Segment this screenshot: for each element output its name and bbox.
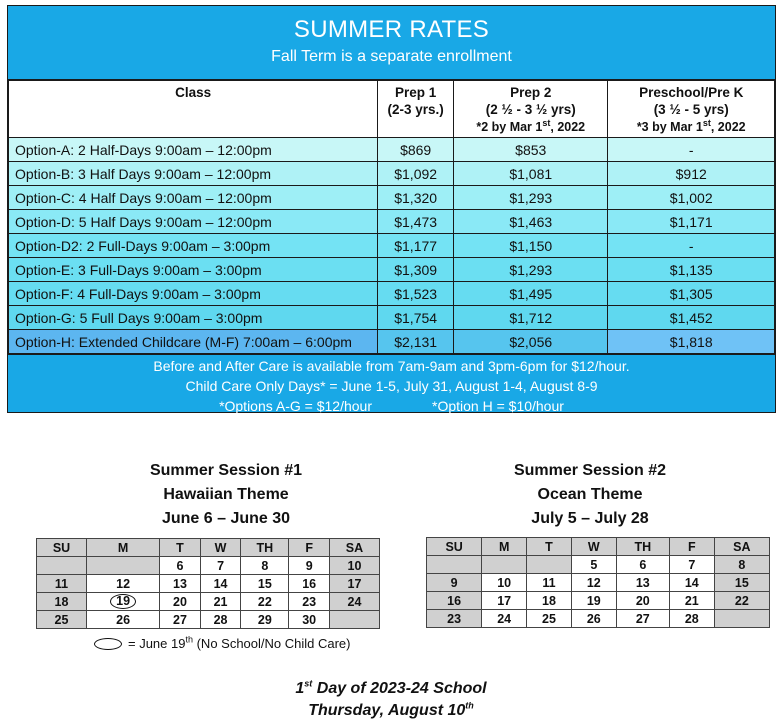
rate-prep1-cell: $1,523 bbox=[378, 282, 454, 306]
calendar-day: 26 bbox=[87, 611, 160, 629]
footer-line-3 bbox=[8, 396, 775, 416]
options-ag-rate: *Options A-G = $12/hour bbox=[219, 398, 372, 414]
calendar-day: 27 bbox=[160, 611, 201, 629]
rates-grid bbox=[8, 80, 775, 354]
rate-prek-cell: $1,135 bbox=[608, 258, 775, 282]
first-day-line-2: Thursday, August 10th bbox=[308, 700, 474, 719]
calendar-day bbox=[714, 610, 769, 628]
session-1-calendar bbox=[36, 538, 380, 629]
rate-prek-cell: $1,002 bbox=[608, 186, 775, 210]
calendar-day: 21 bbox=[200, 593, 241, 611]
calendar-day bbox=[37, 557, 87, 575]
calendar-day: 16 bbox=[427, 592, 482, 610]
rate-prep1-cell: $869 bbox=[378, 138, 454, 162]
footer-line-2: Child Care Only Days* = June 1-5, July 31, August 1-4, August 8-9 bbox=[185, 378, 598, 394]
rate-prep2-cell: $1,293 bbox=[454, 258, 608, 282]
rate-prep2-cell: $1,150 bbox=[454, 234, 608, 258]
calendar-day: 15 bbox=[714, 574, 769, 592]
calendar-day: 17 bbox=[329, 575, 379, 593]
rate-prep1-cell: $1,309 bbox=[378, 258, 454, 282]
weekday-label: T bbox=[160, 539, 201, 557]
calendar-day: 9 bbox=[289, 557, 330, 575]
session-2-calendar bbox=[426, 537, 770, 628]
weekday-label: F bbox=[289, 539, 330, 557]
circle-marker-icon bbox=[94, 638, 122, 650]
rate-prek-cell: - bbox=[608, 234, 775, 258]
rate-class-cell: Option-D2: 2 Full-Days 9:00am – 3:00pm bbox=[9, 234, 378, 258]
calendar-legend bbox=[94, 636, 351, 651]
rate-row bbox=[9, 306, 775, 330]
session-1-dates: June 6 – June 30 bbox=[161, 510, 291, 527]
calendar-day: 22 bbox=[241, 593, 289, 611]
rate-prek-cell: $912 bbox=[608, 162, 775, 186]
calendar-day: 21 bbox=[669, 592, 714, 610]
rate-class-cell: Option-A: 2 Half-Days 9:00am – 12:00pm bbox=[9, 138, 378, 162]
calendar-day: 13 bbox=[616, 574, 669, 592]
session-1-theme: Hawaiian Theme bbox=[163, 486, 289, 503]
calendar-week bbox=[37, 557, 380, 575]
calendar-day bbox=[87, 593, 160, 611]
calendar-day: 17 bbox=[482, 592, 527, 610]
calendar-day: 6 bbox=[616, 556, 669, 574]
first-day-notice bbox=[0, 678, 782, 722]
calendar-week bbox=[37, 611, 380, 629]
rate-class-cell: Option-B: 3 Half Days 9:00am – 12:00pm bbox=[9, 162, 378, 186]
header-class: Class bbox=[9, 81, 378, 138]
calendar-day: 12 bbox=[571, 574, 616, 592]
rate-prep1-cell: $1,092 bbox=[378, 162, 454, 186]
calendar-day: 11 bbox=[527, 574, 572, 592]
calendar-day: 23 bbox=[427, 610, 482, 628]
rates-header-row bbox=[9, 81, 775, 138]
rates-subtitle: Fall Term is a separate enrollment bbox=[271, 48, 512, 65]
header-prep1: Prep 1 (2-3 yrs.) bbox=[378, 81, 454, 138]
calendar-day: 20 bbox=[616, 592, 669, 610]
rate-prep2-cell: $1,293 bbox=[454, 186, 608, 210]
rates-body bbox=[9, 138, 775, 354]
weekday-label: M bbox=[482, 538, 527, 556]
rate-row bbox=[9, 258, 775, 282]
rate-prep1-cell: $2,131 bbox=[378, 330, 454, 354]
calendar-week bbox=[427, 574, 770, 592]
weekday-label: TH bbox=[241, 539, 289, 557]
weekday-label: W bbox=[200, 539, 241, 557]
calendar-day: 28 bbox=[669, 610, 714, 628]
calendar-week bbox=[427, 556, 770, 574]
session-2-heading bbox=[460, 459, 720, 531]
calendar-day: 16 bbox=[289, 575, 330, 593]
weekday-header-row bbox=[37, 539, 380, 557]
weekday-label: SU bbox=[427, 538, 482, 556]
calendar-day bbox=[527, 556, 572, 574]
rate-prek-cell: $1,818 bbox=[608, 330, 775, 354]
rate-prep2-cell: $1,463 bbox=[454, 210, 608, 234]
calendar-day: 22 bbox=[714, 592, 769, 610]
rate-row bbox=[9, 162, 775, 186]
calendar-day: 18 bbox=[37, 593, 87, 611]
calendar-week bbox=[37, 575, 380, 593]
session-2-dates: July 5 – July 28 bbox=[531, 510, 649, 527]
no-school-day-marker: 19 bbox=[110, 594, 136, 609]
calendar-day: 28 bbox=[200, 611, 241, 629]
first-day-line-1: 1st Day of 2023-24 School bbox=[295, 678, 487, 697]
calendar-day: 18 bbox=[527, 592, 572, 610]
calendar-day: 9 bbox=[427, 574, 482, 592]
calendar-day bbox=[482, 556, 527, 574]
calendar-day: 12 bbox=[87, 575, 160, 593]
calendar-day: 14 bbox=[200, 575, 241, 593]
calendar-day: 24 bbox=[482, 610, 527, 628]
rate-prek-cell: - bbox=[608, 138, 775, 162]
rate-prep1-cell: $1,177 bbox=[378, 234, 454, 258]
calendar-day: 14 bbox=[669, 574, 714, 592]
calendar-day: 11 bbox=[37, 575, 87, 593]
calendar-day: 20 bbox=[160, 593, 201, 611]
rate-prep1-cell: $1,473 bbox=[378, 210, 454, 234]
rate-prep2-cell: $1,712 bbox=[454, 306, 608, 330]
rate-prek-cell: $1,305 bbox=[608, 282, 775, 306]
option-h-rate: *Option H = $10/hour bbox=[432, 398, 564, 414]
rate-row bbox=[9, 282, 775, 306]
calendar-week bbox=[427, 592, 770, 610]
calendar-day: 26 bbox=[571, 610, 616, 628]
summer-rates-table bbox=[7, 5, 776, 413]
rate-row bbox=[9, 234, 775, 258]
session-2-title: Summer Session #2 bbox=[513, 462, 667, 479]
calendar-day: 6 bbox=[160, 557, 201, 575]
calendar-day bbox=[329, 611, 379, 629]
calendar-day bbox=[427, 556, 482, 574]
calendar-day: 19 bbox=[571, 592, 616, 610]
footer-line-1: Before and After Care is available from 7am-9am and 3pm-6pm for $12/hour. bbox=[153, 358, 630, 374]
rate-prek-cell: $1,452 bbox=[608, 306, 775, 330]
calendar-day: 13 bbox=[160, 575, 201, 593]
weekday-label: M bbox=[87, 539, 160, 557]
rate-row bbox=[9, 186, 775, 210]
rate-prep1-cell: $1,754 bbox=[378, 306, 454, 330]
calendar-day: 10 bbox=[329, 557, 379, 575]
calendar-day bbox=[87, 557, 160, 575]
rates-banner bbox=[8, 6, 775, 80]
weekday-label: F bbox=[669, 538, 714, 556]
session-1-heading bbox=[96, 459, 356, 531]
header-prek: Preschool/Pre K (3 ½ - 5 yrs) *3 by Mar 1st, 2022 bbox=[608, 81, 775, 138]
calendar-day: 10 bbox=[482, 574, 527, 592]
calendar-day: 8 bbox=[241, 557, 289, 575]
rate-prep2-cell: $853 bbox=[454, 138, 608, 162]
header-prep2: Prep 2 (2 ½ - 3 ½ yrs) *2 by Mar 1st, 2022 bbox=[454, 81, 608, 138]
rates-footer bbox=[8, 354, 775, 412]
rate-class-cell: Option-G: 5 Full Days 9:00am – 3:00pm bbox=[9, 306, 378, 330]
calendar-day: 30 bbox=[289, 611, 330, 629]
calendar-day: 23 bbox=[289, 593, 330, 611]
calendar-day: 24 bbox=[329, 593, 379, 611]
rate-prep2-cell: $2,056 bbox=[454, 330, 608, 354]
calendar-day: 5 bbox=[571, 556, 616, 574]
calendar-day: 25 bbox=[37, 611, 87, 629]
weekday-label: SU bbox=[37, 539, 87, 557]
rate-class-cell: Option-C: 4 Half Days 9:00am – 12:00pm bbox=[9, 186, 378, 210]
calendar-day: 8 bbox=[714, 556, 769, 574]
calendar-day: 7 bbox=[669, 556, 714, 574]
calendar-week bbox=[37, 593, 380, 611]
weekday-label: W bbox=[571, 538, 616, 556]
rate-row bbox=[9, 330, 775, 354]
calendar-week bbox=[427, 610, 770, 628]
calendar-day: 27 bbox=[616, 610, 669, 628]
rate-prep1-cell: $1,320 bbox=[378, 186, 454, 210]
weekday-label: TH bbox=[616, 538, 669, 556]
rate-prep2-cell: $1,081 bbox=[454, 162, 608, 186]
rates-title: SUMMER RATES bbox=[293, 16, 490, 43]
rate-row bbox=[9, 138, 775, 162]
calendar-day: 15 bbox=[241, 575, 289, 593]
session-2-theme: Ocean Theme bbox=[537, 486, 643, 503]
rate-row bbox=[9, 210, 775, 234]
rate-class-cell: Option-D: 5 Half Days 9:00am – 12:00pm bbox=[9, 210, 378, 234]
session-1-title: Summer Session #1 bbox=[149, 462, 303, 479]
rate-prek-cell: $1,171 bbox=[608, 210, 775, 234]
calendar-day: 29 bbox=[241, 611, 289, 629]
rate-class-cell: Option-E: 3 Full-Days 9:00am – 3:00pm bbox=[9, 258, 378, 282]
legend-text: = June 19th (No School/No Child Care) bbox=[128, 634, 351, 651]
weekday-label: SA bbox=[714, 538, 769, 556]
weekday-label: T bbox=[527, 538, 572, 556]
calendar-day: 25 bbox=[527, 610, 572, 628]
weekday-label: SA bbox=[329, 539, 379, 557]
rate-class-cell: Option-F: 4 Full-Days 9:00am – 3:00pm bbox=[9, 282, 378, 306]
rate-class-cell: Option-H: Extended Childcare (M-F) 7:00am – 6:00pm bbox=[9, 330, 378, 354]
calendar-day: 7 bbox=[200, 557, 241, 575]
weekday-header-row bbox=[427, 538, 770, 556]
rate-prep2-cell: $1,495 bbox=[454, 282, 608, 306]
